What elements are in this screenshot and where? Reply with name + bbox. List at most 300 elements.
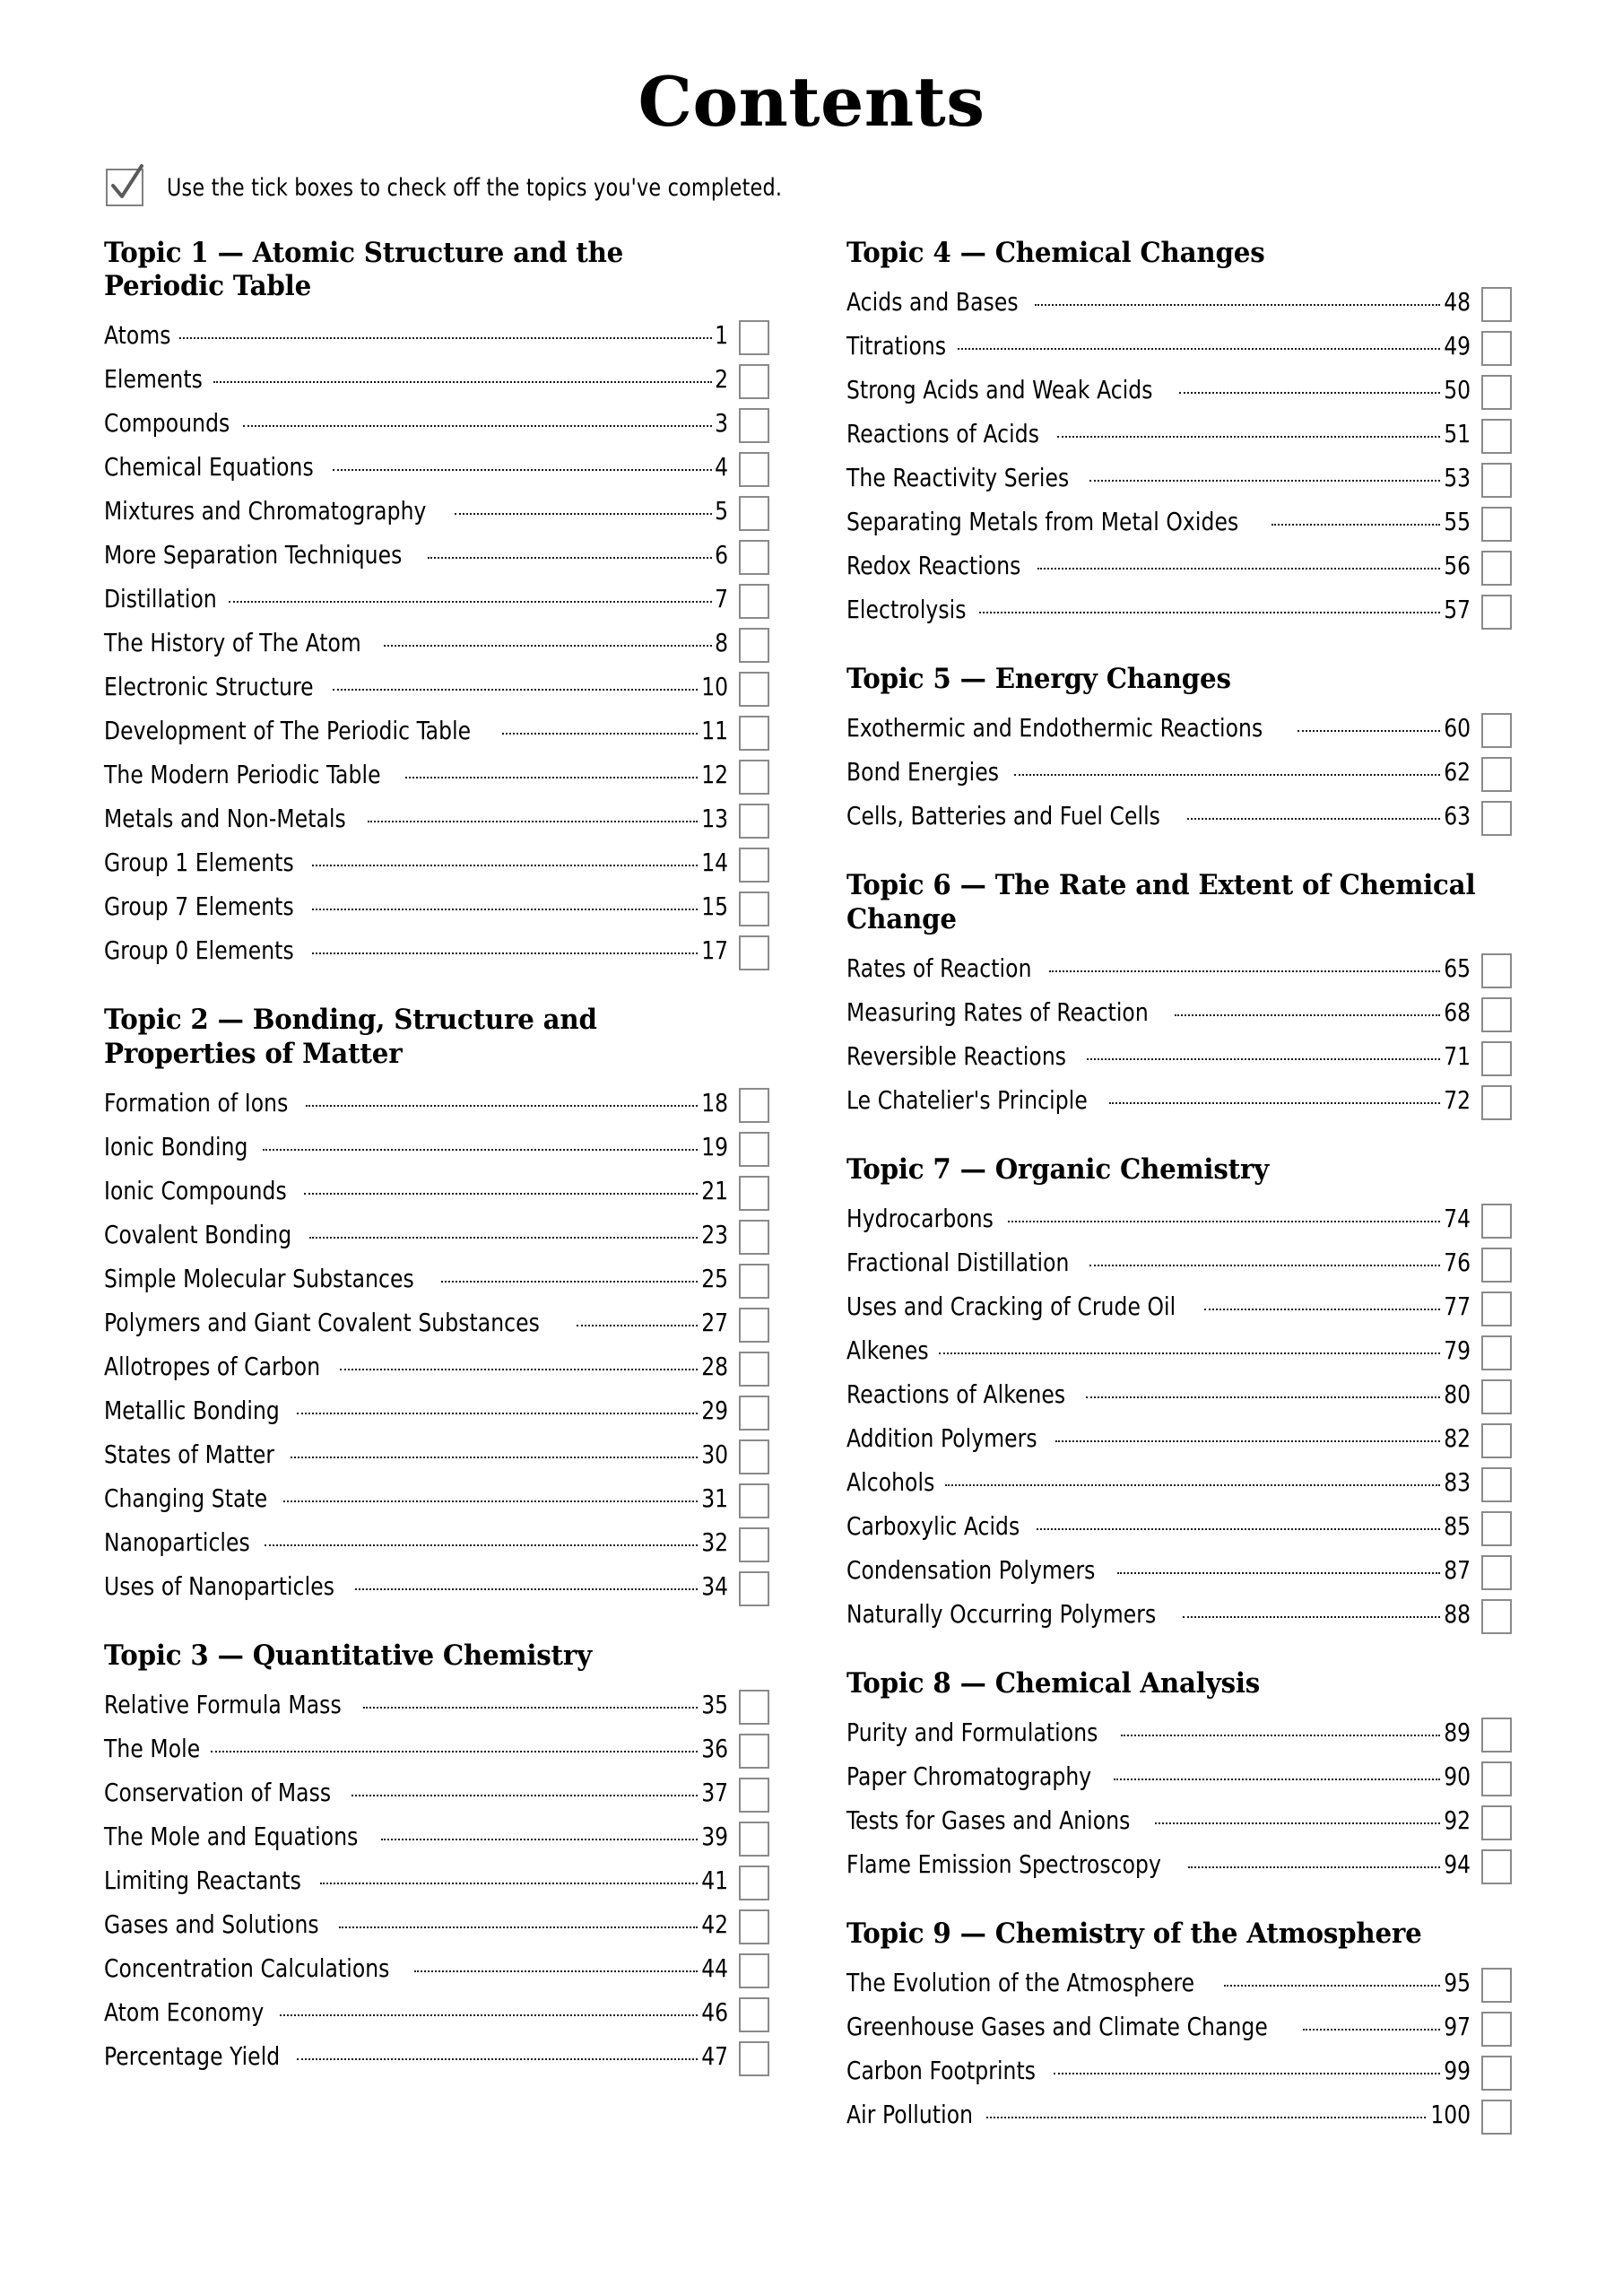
contents-entry-page-number: 72 bbox=[1444, 1084, 1471, 1115]
dot-leader bbox=[280, 2014, 698, 2016]
topic-heading: Topic 3 — Quantitative Chemistry bbox=[104, 1639, 592, 1672]
contents-entry[interactable] bbox=[104, 1477, 769, 1521]
contents-entry-label: The Modern Periodic Table bbox=[104, 760, 381, 790]
contents-entry[interactable] bbox=[104, 1170, 769, 1213]
contents-entry-link[interactable] bbox=[846, 1292, 1471, 1329]
contents-entry-link[interactable] bbox=[846, 1761, 1471, 1799]
topic-block bbox=[846, 663, 1512, 839]
dot-leader bbox=[179, 337, 712, 339]
contents-entry[interactable] bbox=[104, 797, 769, 841]
tick-box[interactable] bbox=[739, 1396, 769, 1431]
tick-box[interactable] bbox=[739, 1997, 769, 2032]
contents-entry-label: Addition Polymers bbox=[846, 1423, 1037, 1454]
contents-entry[interactable] bbox=[846, 2005, 1512, 2049]
contents-entry[interactable] bbox=[104, 753, 769, 797]
tick-box[interactable] bbox=[739, 408, 769, 443]
dot-leader bbox=[1117, 1572, 1440, 1574]
topic-block bbox=[104, 237, 769, 973]
contents-entry[interactable] bbox=[846, 500, 1512, 544]
tick-box[interactable] bbox=[1481, 713, 1512, 748]
tick-box[interactable] bbox=[739, 1778, 769, 1813]
contents-entry-link[interactable] bbox=[104, 1734, 728, 1771]
contents-entry-page-number: 89 bbox=[1444, 1718, 1471, 1748]
contents-entry-link[interactable] bbox=[104, 760, 728, 797]
contents-entry-link[interactable] bbox=[104, 1132, 728, 1170]
tick-box[interactable] bbox=[1481, 2012, 1512, 2047]
contents-entry-label: Atom Economy bbox=[104, 1997, 265, 2028]
tick-box[interactable] bbox=[1481, 1511, 1512, 1546]
contents-entry-page-number: 32 bbox=[701, 1526, 728, 1557]
contents-entry-page-number: 12 bbox=[701, 760, 728, 790]
contents-entry-page-number: 30 bbox=[701, 1439, 728, 1469]
contents-entry-page-number: 92 bbox=[1444, 1805, 1471, 1836]
contents-entry-link[interactable] bbox=[846, 2056, 1471, 2093]
contents-entry[interactable] bbox=[846, 1461, 1512, 1505]
tick-box[interactable] bbox=[739, 935, 769, 970]
dot-leader bbox=[502, 733, 698, 735]
contents-entry[interactable] bbox=[846, 1711, 1512, 1755]
contents-entry-link[interactable] bbox=[104, 1352, 728, 1389]
contents-entry-page-number: 39 bbox=[701, 1822, 728, 1852]
contents-entry-link[interactable] bbox=[846, 801, 1471, 839]
contents-entry-label: Group 7 Elements bbox=[104, 891, 294, 922]
tick-box[interactable] bbox=[739, 1439, 769, 1474]
tick-box[interactable] bbox=[1481, 375, 1512, 410]
contents-entry[interactable] bbox=[846, 1241, 1512, 1285]
contents-entry-link[interactable] bbox=[104, 848, 728, 885]
tick-box[interactable] bbox=[739, 1220, 769, 1255]
tick-box[interactable] bbox=[1481, 1555, 1512, 1590]
tick-box[interactable] bbox=[1481, 1849, 1512, 1884]
dot-leader bbox=[384, 645, 712, 647]
contents-entry-page-number: 57 bbox=[1444, 595, 1471, 625]
dot-leader bbox=[1055, 1440, 1440, 1442]
dot-leader bbox=[333, 469, 712, 471]
contents-entry-link[interactable] bbox=[104, 1396, 728, 1433]
tick-box[interactable] bbox=[739, 1571, 769, 1606]
contents-entry-link[interactable] bbox=[104, 540, 728, 578]
contents-entry[interactable] bbox=[846, 1505, 1512, 1549]
contents-entry-link[interactable] bbox=[846, 1968, 1471, 2005]
contents-entry-page-number: 19 bbox=[701, 1131, 728, 1161]
contents-entry[interactable] bbox=[846, 281, 1512, 325]
instruction-text: Use the tick boxes to check off the topics you've completed. bbox=[167, 173, 783, 202]
dot-leader bbox=[1303, 2029, 1440, 2031]
contents-entry-link[interactable] bbox=[846, 419, 1471, 457]
dot-leader bbox=[1086, 1396, 1440, 1398]
tick-box[interactable] bbox=[739, 628, 769, 663]
tick-box[interactable] bbox=[1481, 1467, 1512, 1502]
contents-entry[interactable] bbox=[846, 1593, 1512, 1637]
contents-entry-link[interactable] bbox=[846, 507, 1471, 544]
contents-entry-link[interactable] bbox=[104, 628, 728, 665]
contents-entry-link[interactable] bbox=[846, 1718, 1471, 1755]
contents-entry-page-number: 5 bbox=[715, 496, 728, 526]
contents-entry-label: Polymers and Giant Covalent Substances bbox=[104, 1307, 540, 1337]
contents-entry[interactable] bbox=[846, 991, 1512, 1035]
dot-leader bbox=[1049, 970, 1440, 972]
tick-box[interactable] bbox=[1481, 1292, 1512, 1326]
contents-entry-link[interactable] bbox=[846, 757, 1471, 795]
contents-entry-link[interactable] bbox=[104, 408, 728, 446]
tick-box[interactable] bbox=[1481, 1379, 1512, 1414]
contents-entry[interactable] bbox=[104, 1991, 769, 2035]
tick-box[interactable] bbox=[1481, 551, 1512, 586]
contents-entry[interactable] bbox=[104, 402, 769, 446]
contents-entry-label: Ionic Compounds bbox=[104, 1175, 287, 1205]
contents-entry[interactable] bbox=[846, 1755, 1512, 1799]
contents-entry-link[interactable] bbox=[104, 320, 728, 358]
contents-entry-link[interactable] bbox=[846, 1204, 1471, 1241]
dot-leader bbox=[1204, 1309, 1440, 1310]
contents-entry[interactable] bbox=[846, 1329, 1512, 1373]
contents-entry-label: Exothermic and Endothermic Reactions bbox=[846, 713, 1263, 744]
contents-entry-page-number: 63 bbox=[1444, 801, 1471, 831]
contents-entry[interactable] bbox=[846, 1843, 1512, 1887]
tick-box[interactable] bbox=[1481, 1204, 1512, 1239]
contents-entry[interactable] bbox=[846, 1549, 1512, 1593]
tick-box[interactable] bbox=[1481, 463, 1512, 498]
dot-leader bbox=[1187, 818, 1440, 820]
contents-entry-label: Le Chatelier's Principle bbox=[846, 1084, 1088, 1115]
contents-entry[interactable] bbox=[846, 707, 1512, 751]
contents-entry[interactable] bbox=[104, 665, 769, 709]
contents-entry-link[interactable] bbox=[846, 1555, 1471, 1593]
contents-entry-label: Carboxylic Acids bbox=[846, 1511, 1020, 1542]
dot-leader bbox=[333, 689, 698, 691]
contents-entry[interactable] bbox=[104, 1565, 769, 1609]
contents-entry-link[interactable] bbox=[104, 935, 728, 973]
contents-entry-page-number: 68 bbox=[1444, 996, 1471, 1027]
contents-entry[interactable] bbox=[104, 1257, 769, 1301]
contents-entry[interactable] bbox=[846, 544, 1512, 588]
tick-box[interactable] bbox=[1481, 2056, 1512, 2091]
contents-entry-page-number: 65 bbox=[1444, 952, 1471, 983]
contents-entry-page-number: 25 bbox=[701, 1263, 728, 1293]
contents-entry-link[interactable] bbox=[104, 1439, 728, 1477]
tick-box[interactable] bbox=[1481, 1423, 1512, 1458]
dot-leader bbox=[414, 1970, 697, 1972]
contents-entry-link[interactable] bbox=[104, 1264, 728, 1301]
contents-entry-label: Concentration Calculations bbox=[104, 1953, 390, 1984]
contents-entry-link[interactable] bbox=[104, 1088, 728, 1126]
contents-entry[interactable] bbox=[104, 1433, 769, 1477]
contents-entry-link[interactable] bbox=[104, 1997, 728, 2035]
tick-box[interactable] bbox=[739, 1352, 769, 1387]
contents-entry-link[interactable] bbox=[104, 1220, 728, 1257]
contents-entry-page-number: 13 bbox=[701, 804, 728, 834]
tick-box[interactable] bbox=[1481, 1718, 1512, 1752]
contents-entry-label: Metals and Non-Metals bbox=[104, 804, 346, 834]
contents-entry-link[interactable] bbox=[846, 331, 1471, 369]
tick-box[interactable] bbox=[739, 540, 769, 575]
contents-entry-label: Elements bbox=[104, 364, 203, 395]
contents-entry[interactable] bbox=[104, 2035, 769, 2079]
tick-box[interactable] bbox=[739, 1264, 769, 1299]
dot-leader bbox=[441, 1281, 698, 1283]
contents-entry-label: Changing State bbox=[104, 1483, 268, 1513]
tick-box[interactable] bbox=[1481, 1805, 1512, 1840]
contents-entry[interactable] bbox=[846, 1197, 1512, 1241]
contents-entry-link[interactable] bbox=[104, 1571, 728, 1609]
contents-entry-link[interactable] bbox=[104, 1778, 728, 1815]
contents-entry-page-number: 35 bbox=[701, 1690, 728, 1720]
tick-box[interactable] bbox=[1481, 801, 1512, 836]
contents-entry-label: Fractional Distillation bbox=[846, 1248, 1070, 1278]
contents-entry-link[interactable] bbox=[104, 1822, 728, 1859]
tick-box[interactable] bbox=[739, 2041, 769, 2076]
contents-entry-link[interactable] bbox=[104, 584, 728, 622]
contents-entry-link[interactable] bbox=[846, 1423, 1471, 1461]
contents-entry[interactable] bbox=[846, 1035, 1512, 1079]
contents-entry[interactable] bbox=[846, 1079, 1512, 1123]
dot-leader bbox=[455, 513, 712, 515]
contents-entry-link[interactable] bbox=[104, 496, 728, 534]
contents-entry[interactable] bbox=[104, 1683, 769, 1727]
tick-box[interactable] bbox=[739, 452, 769, 487]
tick-box[interactable] bbox=[1481, 1248, 1512, 1283]
contents-entry[interactable] bbox=[846, 751, 1512, 795]
contents-entry-label: Covalent Bonding bbox=[104, 1219, 292, 1249]
contents-entry-label: Purity and Formulations bbox=[846, 1718, 1098, 1748]
contents-entry[interactable] bbox=[846, 2093, 1512, 2137]
contents-entry[interactable] bbox=[846, 588, 1512, 632]
contents-entry-label: Reactions of Acids bbox=[846, 419, 1040, 449]
contents-entry[interactable] bbox=[104, 709, 769, 753]
tick-box[interactable] bbox=[739, 1088, 769, 1123]
contents-entry-label: Separating Metals from Metal Oxides bbox=[846, 507, 1239, 537]
dot-leader bbox=[1109, 1102, 1440, 1104]
contents-entry[interactable] bbox=[104, 1213, 769, 1257]
contents-entry-link[interactable] bbox=[104, 1527, 728, 1565]
contents-entry-label: Nanoparticles bbox=[104, 1526, 250, 1557]
tick-box[interactable] bbox=[1481, 1041, 1512, 1076]
contents-entry[interactable] bbox=[104, 358, 769, 402]
contents-entry[interactable] bbox=[104, 1082, 769, 1126]
tick-box[interactable] bbox=[739, 848, 769, 883]
topic-heading: Topic 4 — Chemical Changes bbox=[846, 237, 1265, 269]
contents-entry-link[interactable] bbox=[846, 287, 1471, 325]
tick-box[interactable] bbox=[1481, 507, 1512, 542]
contents-entry-label: The Mole and Equations bbox=[104, 1822, 359, 1852]
contents-entry-link[interactable] bbox=[104, 1953, 728, 1991]
contents-entry[interactable] bbox=[104, 1903, 769, 1947]
contents-entry-page-number: 31 bbox=[701, 1483, 728, 1513]
tick-box[interactable] bbox=[739, 716, 769, 751]
tick-box[interactable] bbox=[1481, 757, 1512, 792]
tick-box[interactable] bbox=[1481, 1085, 1512, 1120]
contents-entry-link[interactable] bbox=[104, 716, 728, 753]
tick-box[interactable] bbox=[739, 496, 769, 531]
contents-entry[interactable] bbox=[104, 885, 769, 929]
contents-entry-link[interactable] bbox=[104, 891, 728, 929]
topic-heading: Topic 1 — Atomic Structure and the Periodic Table bbox=[104, 237, 624, 303]
tick-box[interactable] bbox=[739, 364, 769, 399]
contents-entry-page-number: 11 bbox=[701, 716, 728, 746]
dot-leader bbox=[1089, 480, 1440, 482]
dot-leader bbox=[263, 1149, 698, 1151]
contents-entry-link[interactable] bbox=[846, 1511, 1471, 1549]
contents-entry-page-number: 29 bbox=[701, 1395, 728, 1425]
contents-entry-link[interactable] bbox=[846, 1379, 1471, 1417]
contents-entry-link[interactable] bbox=[104, 1909, 728, 1947]
tick-box[interactable] bbox=[739, 672, 769, 707]
tick-box[interactable] bbox=[739, 1909, 769, 1944]
contents-entry-link[interactable] bbox=[846, 1041, 1471, 1079]
contents-entry[interactable] bbox=[104, 534, 769, 578]
contents-entry[interactable] bbox=[846, 457, 1512, 500]
tick-box[interactable] bbox=[739, 1690, 769, 1725]
contents-entry[interactable] bbox=[846, 947, 1512, 991]
contents-entry[interactable] bbox=[104, 1727, 769, 1771]
contents-entry[interactable] bbox=[846, 413, 1512, 457]
contents-entry-link[interactable] bbox=[846, 375, 1471, 413]
contents-entry[interactable] bbox=[104, 1521, 769, 1565]
tick-box[interactable] bbox=[739, 1132, 769, 1167]
dot-leader bbox=[297, 1413, 698, 1414]
checkmark-icon bbox=[106, 169, 143, 206]
tick-box[interactable] bbox=[1481, 1335, 1512, 1370]
contents-entry[interactable] bbox=[104, 1301, 769, 1345]
contents-entry-page-number: 88 bbox=[1444, 1599, 1471, 1630]
dot-leader bbox=[1271, 524, 1440, 526]
contents-entry-link[interactable] bbox=[846, 1467, 1471, 1505]
contents-entry-link[interactable] bbox=[846, 953, 1471, 991]
contents-entry[interactable] bbox=[104, 578, 769, 622]
contents-entry-label: Development of The Periodic Table bbox=[104, 716, 472, 746]
tick-box[interactable] bbox=[1481, 287, 1512, 322]
contents-entry[interactable] bbox=[104, 841, 769, 885]
tick-box[interactable] bbox=[739, 1822, 769, 1857]
contents-entry-link[interactable] bbox=[846, 463, 1471, 500]
contents-entry-link[interactable] bbox=[104, 1176, 728, 1213]
contents-entry[interactable] bbox=[846, 795, 1512, 839]
tick-box[interactable] bbox=[1481, 1761, 1512, 1796]
contents-entry[interactable] bbox=[104, 1126, 769, 1170]
contents-entry[interactable] bbox=[104, 446, 769, 490]
contents-entry-label: Alkenes bbox=[846, 1335, 929, 1366]
dot-leader bbox=[979, 612, 1440, 613]
tick-box[interactable] bbox=[739, 804, 769, 839]
tick-box[interactable] bbox=[1481, 595, 1512, 630]
contents-column-right bbox=[846, 237, 1512, 2168]
tick-box[interactable] bbox=[739, 1527, 769, 1562]
contents-entry-link[interactable] bbox=[104, 1866, 728, 1903]
contents-entry-label: Acids and Bases bbox=[846, 287, 1019, 317]
contents-entry-link[interactable] bbox=[846, 1248, 1471, 1285]
contents-entry-page-number: 62 bbox=[1444, 757, 1471, 787]
contents-entry-link[interactable] bbox=[104, 452, 728, 490]
tick-box[interactable] bbox=[1481, 953, 1512, 988]
tick-box[interactable] bbox=[1481, 1968, 1512, 2003]
contents-entry[interactable] bbox=[846, 1961, 1512, 2005]
contents-entry[interactable] bbox=[846, 1799, 1512, 1843]
contents-entry-link[interactable] bbox=[104, 2041, 728, 2079]
tick-box[interactable] bbox=[739, 320, 769, 355]
tick-box[interactable] bbox=[739, 760, 769, 795]
contents-entry[interactable] bbox=[104, 1947, 769, 1991]
contents-entry-label: Chemical Equations bbox=[104, 452, 314, 483]
tick-box[interactable] bbox=[739, 1866, 769, 1900]
contents-entry-label: More Separation Techniques bbox=[104, 540, 403, 570]
contents-entry[interactable] bbox=[104, 1815, 769, 1859]
dot-leader bbox=[577, 1325, 698, 1326]
contents-entry-page-number: 17 bbox=[701, 935, 728, 966]
dot-leader bbox=[368, 821, 698, 822]
contents-entry-link[interactable] bbox=[846, 997, 1471, 1035]
contents-entry-page-number: 7 bbox=[715, 584, 728, 614]
contents-entry-link[interactable] bbox=[846, 1805, 1471, 1843]
contents-entry[interactable] bbox=[104, 490, 769, 534]
topic-heading: Topic 6 — The Rate and Extent of Chemical Change bbox=[846, 869, 1476, 935]
contents-entry-link[interactable] bbox=[846, 2012, 1471, 2049]
contents-entry-label: Reversible Reactions bbox=[846, 1040, 1067, 1071]
contents-entry-label: Percentage Yield bbox=[104, 2041, 281, 2072]
contents-entry-link[interactable] bbox=[104, 1308, 728, 1345]
contents-entry[interactable] bbox=[104, 314, 769, 358]
contents-entry[interactable] bbox=[846, 1373, 1512, 1417]
contents-entry-link[interactable] bbox=[104, 1690, 728, 1727]
tick-box[interactable] bbox=[1481, 2100, 1512, 2135]
contents-entry-link[interactable] bbox=[846, 2100, 1471, 2137]
contents-entry[interactable] bbox=[104, 1389, 769, 1433]
tick-box[interactable] bbox=[1481, 1599, 1512, 1634]
contents-entry-link[interactable] bbox=[104, 804, 728, 841]
contents-entry-link[interactable] bbox=[846, 1849, 1471, 1887]
contents-entry[interactable] bbox=[846, 369, 1512, 413]
contents-entry[interactable] bbox=[846, 325, 1512, 369]
tick-box[interactable] bbox=[739, 1308, 769, 1343]
tick-box[interactable] bbox=[739, 1734, 769, 1769]
contents-entry-link[interactable] bbox=[104, 364, 728, 402]
contents-entry-link[interactable] bbox=[846, 1085, 1471, 1123]
contents-entry-page-number: 50 bbox=[1444, 375, 1471, 405]
topic-block bbox=[846, 869, 1512, 1122]
topic-block bbox=[846, 1153, 1512, 1637]
contents-entry[interactable] bbox=[104, 929, 769, 973]
tick-box[interactable] bbox=[1481, 419, 1512, 454]
contents-entry-link[interactable] bbox=[104, 1483, 728, 1521]
contents-entry[interactable] bbox=[846, 1417, 1512, 1461]
contents-entry-link[interactable] bbox=[846, 595, 1471, 632]
contents-entry[interactable] bbox=[104, 1771, 769, 1815]
tick-box[interactable] bbox=[1481, 331, 1512, 366]
contents-entry[interactable] bbox=[104, 1345, 769, 1389]
contents-entry-link[interactable] bbox=[846, 551, 1471, 588]
contents-entry[interactable] bbox=[846, 1285, 1512, 1329]
contents-entry-link[interactable] bbox=[846, 713, 1471, 751]
tick-box[interactable] bbox=[739, 1483, 769, 1518]
contents-entry[interactable] bbox=[104, 622, 769, 665]
contents-entry[interactable] bbox=[846, 2049, 1512, 2093]
topic-block bbox=[846, 237, 1512, 632]
contents-entry-link[interactable] bbox=[846, 1335, 1471, 1373]
tick-box[interactable] bbox=[1481, 997, 1512, 1032]
contents-entry-label: Metallic Bonding bbox=[104, 1395, 280, 1425]
contents-entry[interactable] bbox=[104, 1859, 769, 1903]
tick-box[interactable] bbox=[739, 1953, 769, 1988]
contents-entry-link[interactable] bbox=[104, 672, 728, 709]
tick-box[interactable] bbox=[739, 891, 769, 926]
tick-box[interactable] bbox=[739, 584, 769, 619]
dot-leader bbox=[1224, 1985, 1440, 1987]
contents-entry-page-number: 36 bbox=[701, 1734, 728, 1764]
contents-entry-link[interactable] bbox=[846, 1599, 1471, 1637]
contents-entry-label: Allotropes of Carbon bbox=[104, 1351, 321, 1381]
dot-leader bbox=[1037, 568, 1440, 570]
tick-box[interactable] bbox=[739, 1176, 769, 1211]
dot-leader bbox=[265, 1544, 698, 1546]
